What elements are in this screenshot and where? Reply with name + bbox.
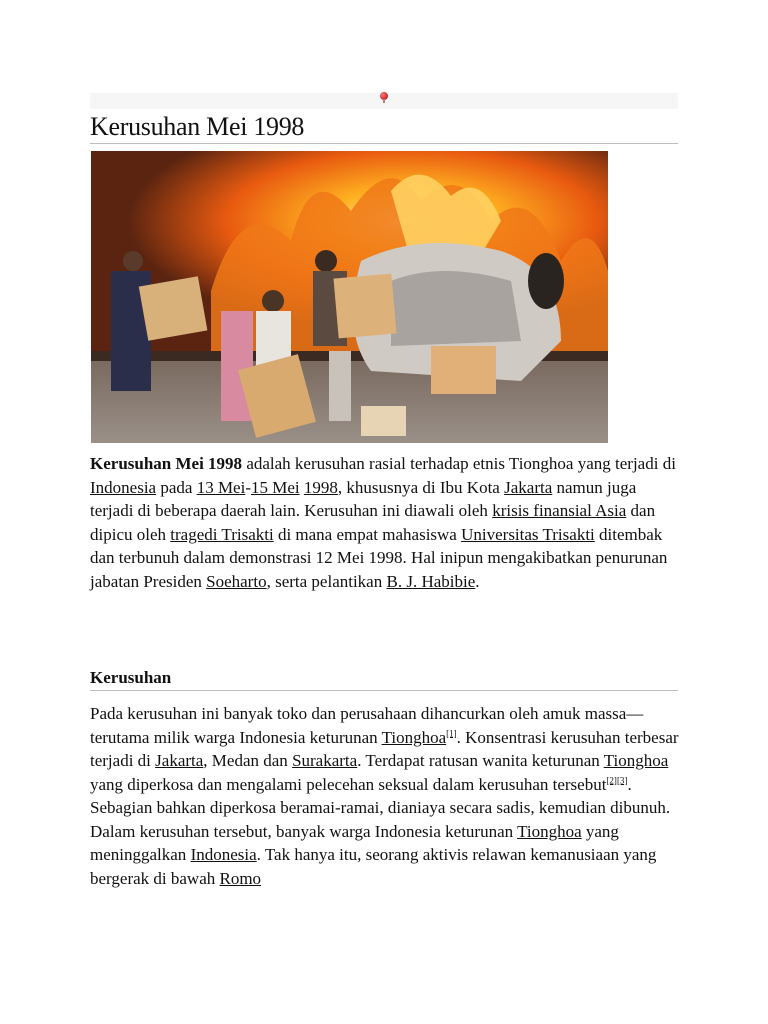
intro-text: di mana empat mahasiswa	[273, 524, 462, 544]
link-indonesia[interactable]: Indonesia	[90, 477, 157, 497]
link-bj-habibie[interactable]: B. J. Habibie	[386, 571, 476, 591]
intro-text: , serta pelantikan	[266, 571, 387, 591]
section-text: yang meninggalkan	[90, 821, 619, 864]
link-tragedi-trisakti[interactable]: tragedi Trisakti	[170, 524, 274, 544]
link-tionghoa[interactable]: Tionghoa	[603, 751, 669, 770]
link-romo[interactable]: Romo	[219, 868, 262, 888]
intro-text: ditembak dan terbunuh dalam demonstrasi 12 Mei 1998. Hal inipun mengakibatkan penurunan jabatan Presiden	[90, 524, 668, 591]
link-krisis-finansial-asia[interactable]: krisis finansial Asia	[492, 501, 627, 520]
link-15-mei[interactable]: 15 Mei	[251, 477, 300, 497]
intro-text: namun juga terjadi di beberapa daerah lain. Kerusuhan ini diawali oleh	[90, 477, 637, 520]
link-1998[interactable]: 1998	[303, 477, 338, 497]
title-divider	[90, 143, 678, 144]
link-universitas-trisakti[interactable]: Universitas Trisakti	[461, 524, 595, 544]
page-title: Kerusuhan Mei 1998	[90, 112, 305, 141]
link-13-mei[interactable]: 13 Mei	[196, 477, 246, 497]
reference-2[interactable]: [2]	[606, 774, 617, 785]
section-text: yang diperkosa dan mengalami pelecehan seksual dalam kerusuhan tersebut	[90, 774, 607, 794]
intro-text: , khususnya di Ibu Kota	[337, 477, 505, 497]
section-text: . Sebagian bahkan diperkosa beramai-ramai, dianiaya secara sadis, kemudian dibunuh. Dalam kerusuhan tersebut, banyak warga Indonesia keturunan	[90, 774, 671, 841]
intro-text: pada	[156, 477, 197, 497]
section-text: Pada kerusuhan ini banyak toko dan perusahaan dihancurkan oleh amuk massa—terutama milik warga Indonesia keturunan	[90, 704, 644, 747]
link-tionghoa[interactable]: Tionghoa	[517, 821, 582, 841]
riot-photo-illustration	[91, 151, 608, 443]
section-paragraph	[90, 702, 680, 890]
link-soeharto[interactable]: Soeharto	[206, 571, 267, 591]
section-text: . Konsentrasi kerusuhan terbesar terjadi di	[90, 727, 679, 770]
link-surakarta[interactable]: Surakarta	[292, 751, 358, 770]
riot-photo[interactable]	[91, 151, 608, 443]
intro-text: adalah kerusuhan rasial terhadap etnis Tionghoa yang terjadi di	[242, 454, 676, 473]
intro-text: dan dipicu oleh	[90, 501, 656, 544]
link-jakarta[interactable]: Jakarta	[504, 477, 553, 497]
intro-text: .	[475, 571, 480, 591]
section-text: . Tak hanya itu, seorang aktivis relawan kemanusiaan yang bergerak di bawah	[90, 845, 657, 888]
intro-text: -	[245, 477, 251, 497]
link-indonesia[interactable]: Indonesia	[190, 845, 257, 864]
section-text: . Terdapat ratusan wanita keturunan	[357, 751, 604, 770]
link-jakarta[interactable]: Jakarta	[155, 751, 204, 770]
link-tionghoa[interactable]: Tionghoa	[381, 727, 447, 747]
section-divider	[90, 690, 678, 691]
intro-paragraph	[90, 452, 680, 593]
section-text: , Medan dan	[203, 751, 293, 770]
reference-3[interactable]: [3]	[616, 774, 628, 785]
wikipedia-pin-icon	[380, 92, 388, 100]
section-heading-kerusuhan: Kerusuhan	[90, 668, 172, 687]
intro-bold-term: Kerusuhan Mei 1998	[90, 454, 243, 473]
reference-1[interactable]: [1]	[446, 727, 457, 738]
